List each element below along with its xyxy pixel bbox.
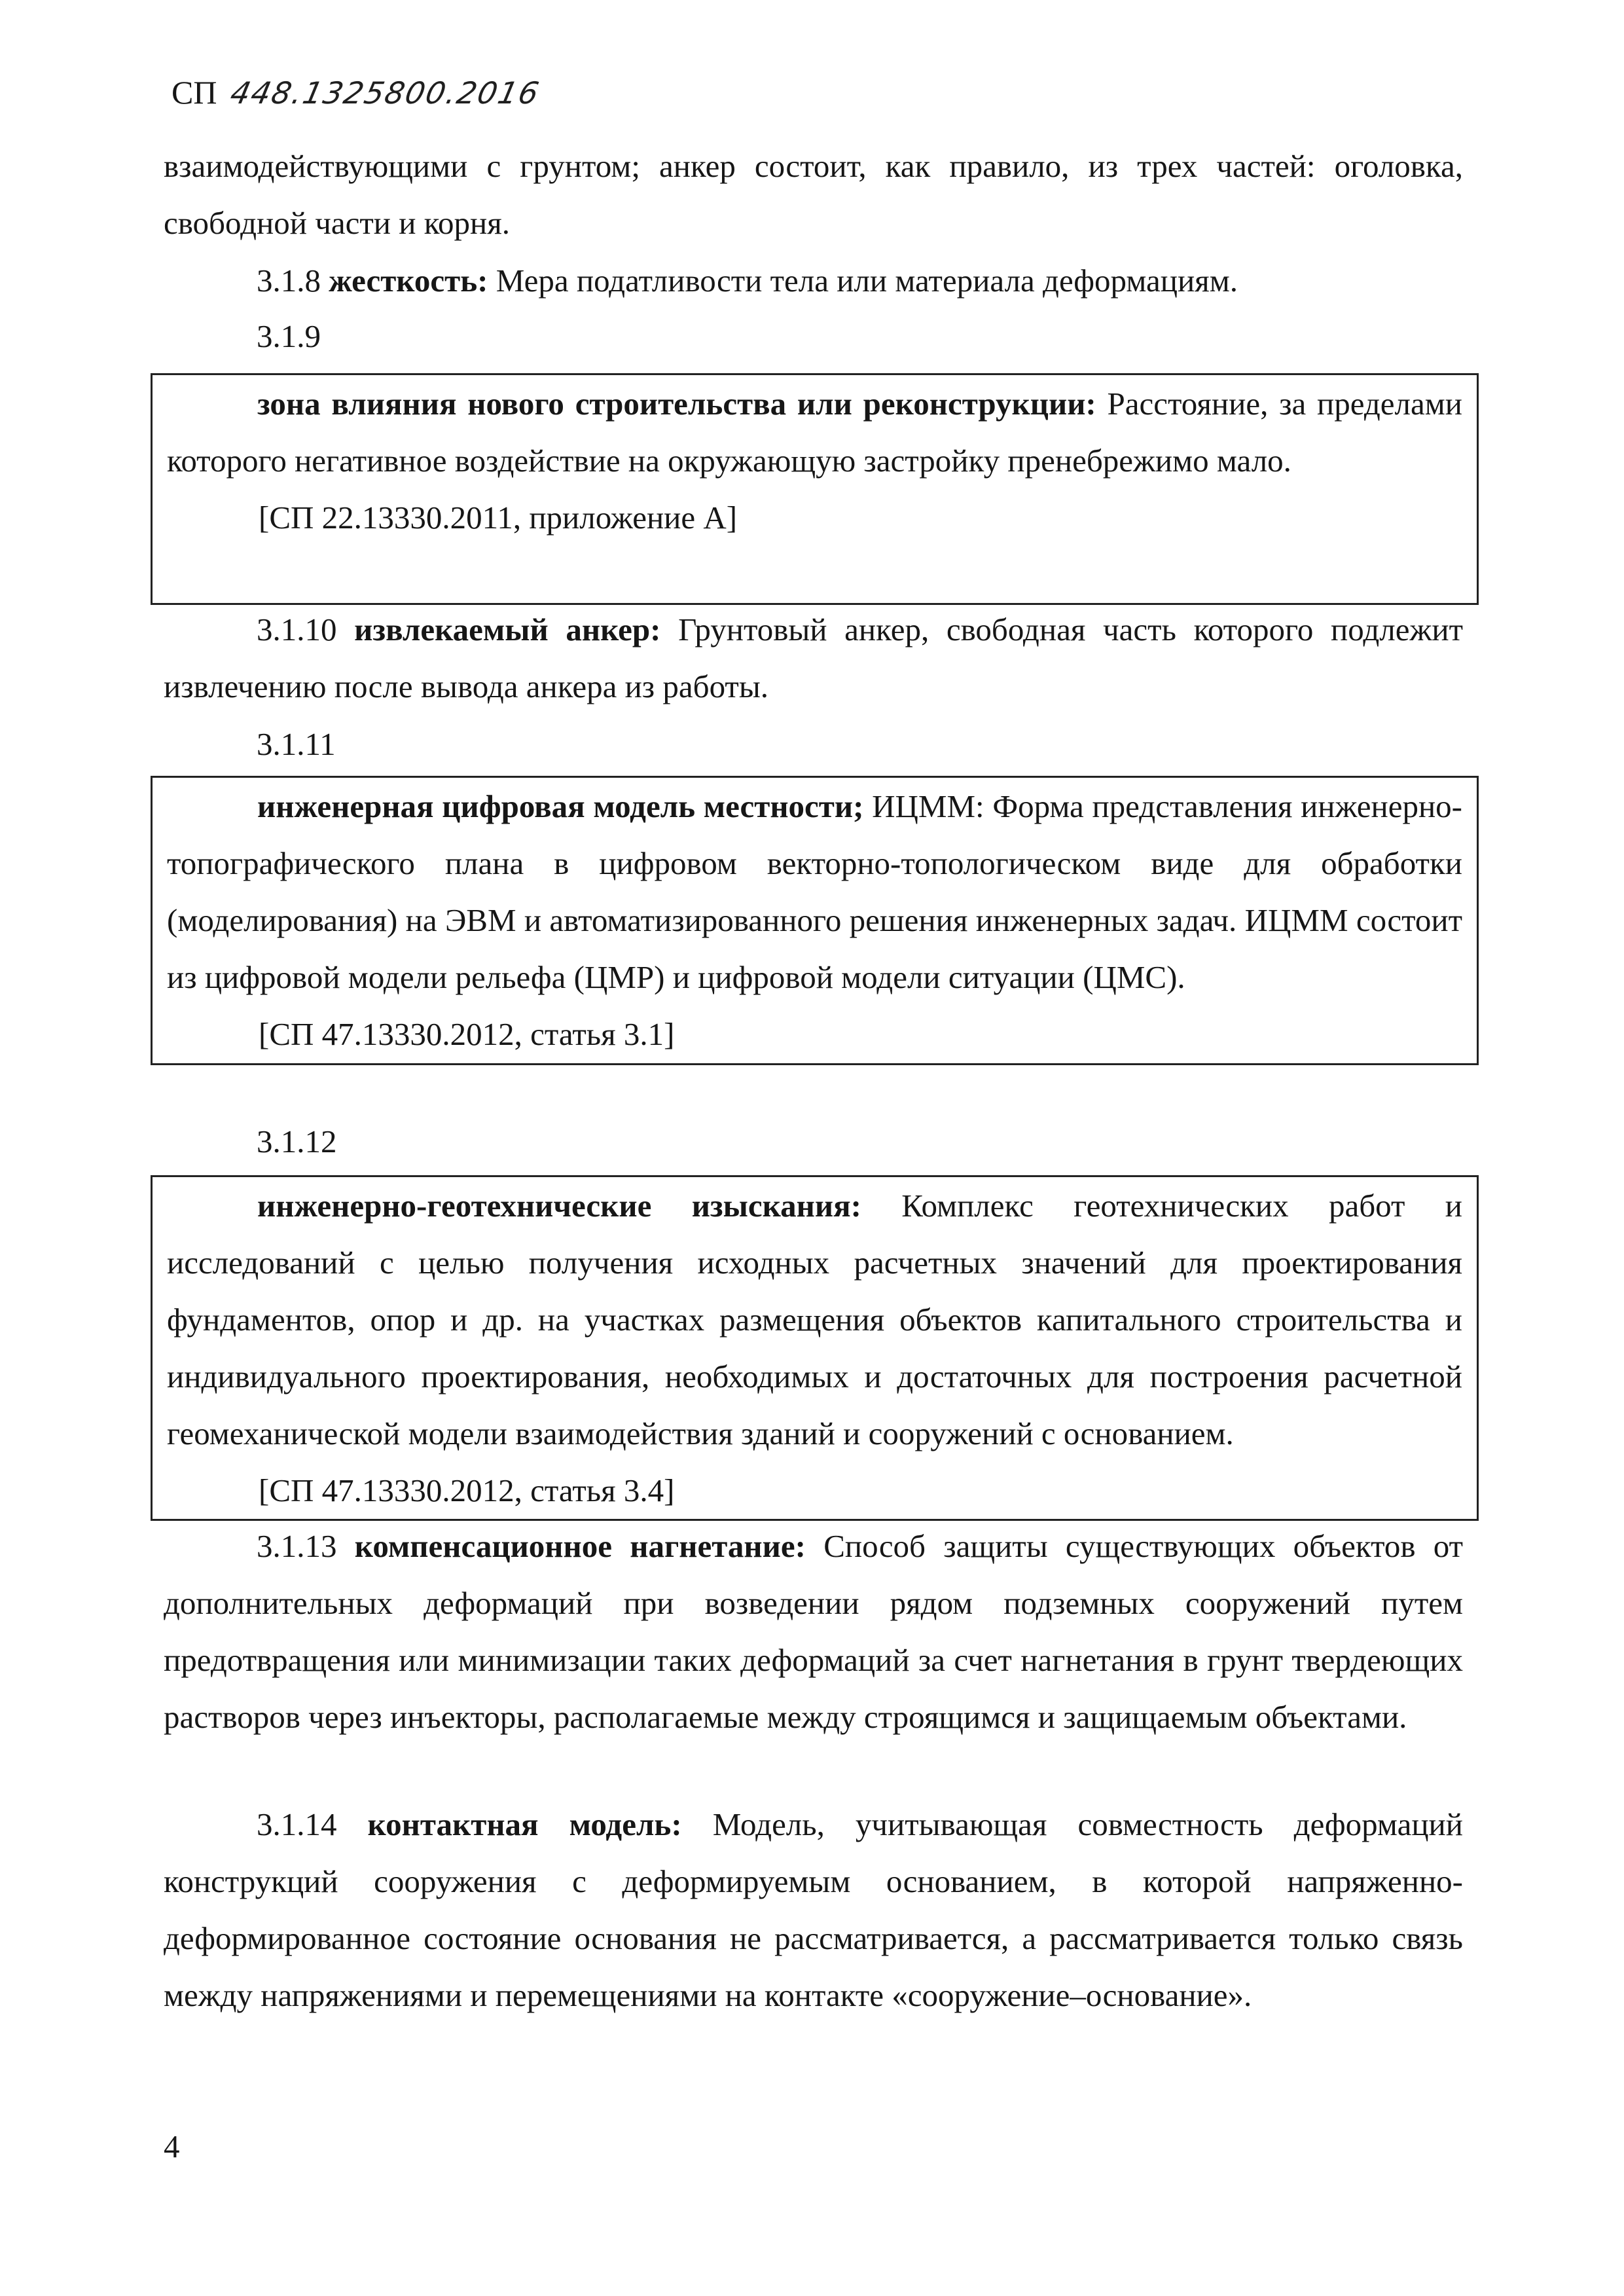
term-3-1-9-text: [167, 375, 1462, 489]
term-3-1-13-text: [164, 1518, 1463, 1745]
term-definition: ИЦММ: Форма представления инженерно-топографического плана в цифровом векторно-топологическом виде для обработки (моделирования) на ЭВМ и автоматизированного решения инженерных задач. ИЦММ состоит из цифровой модели рельефа (ЦМР) и цифровой модели ситуации (ЦМС).: [167, 788, 1462, 995]
term-name: инженерная цифровая модель местности;: [257, 788, 864, 824]
intro-line-2: свободной части и корня.: [164, 205, 511, 241]
term-3-1-9-number-line: [164, 308, 1463, 365]
intro-paragraph: [164, 137, 1463, 251]
term-name: зона влияния нового строительства или реконструкции:: [257, 386, 1096, 422]
term-3-1-8-text: [164, 252, 1463, 309]
document-header: [171, 73, 544, 126]
term-number: 3.1.11: [257, 726, 336, 762]
term-definition: Комплекс геотехнических работ и исследований с целью получения исходных расчетных значений для проектирования фундаментов, опор и др. на участках размещения объектов капитального строительства и индивидуального проектирования, необходимых и достаточных для построения расчетной геомеханической модели взаимодействия зданий и сооружений с основанием.: [167, 1188, 1462, 1451]
term-3-1-11-box: [151, 776, 1479, 1065]
term-name: жесткость:: [329, 263, 488, 299]
term-definition: Мера податливости тела или материала деформациям.: [488, 263, 1238, 299]
term-3-1-11-text: [167, 778, 1462, 1006]
term-3-1-12-box: [151, 1175, 1479, 1521]
term-definition: Грунтовый анкер, свободная часть которого подлежит извлечению после вывода анкера из работы.: [164, 611, 1463, 704]
term-number: 3.1.14: [257, 1806, 337, 1842]
term-3-1-10: [164, 601, 1463, 715]
page-number: 4: [164, 2128, 180, 2164]
handwritten-code: 448.1325800.2016: [227, 75, 544, 111]
term-number: 3.1.8: [257, 263, 321, 299]
intro-line-1: взаимодействующими с грунтом; анкер состоит, как правило, из трех частей: оголовка,: [164, 148, 1463, 184]
term-source: [СП 22.13330.2011, приложение А]: [259, 500, 738, 536]
term-3-1-12-text: [167, 1177, 1462, 1462]
term-source: [СП 47.13330.2012, статья 3.1]: [259, 1016, 675, 1052]
term-3-1-11-number-line: [164, 716, 1463, 773]
term-3-1-14-text: [164, 1796, 1463, 2024]
term-name: инженерно-геотехнические изыскания:: [257, 1188, 861, 1224]
term-3-1-10-text: [164, 601, 1463, 715]
term-source: [СП 47.13330.2012, статья 3.4]: [259, 1472, 675, 1508]
term-3-1-13: [164, 1518, 1463, 1745]
term-number: 3.1.13: [257, 1528, 337, 1564]
term-name: контактная модель:: [367, 1806, 682, 1842]
term-3-1-8: [164, 252, 1463, 309]
term-definition: Способ защиты существующих объектов от дополнительных деформаций при возведении рядом подземных сооружений путем предотвращения или минимизации таких деформаций за счет нагнетания в грунт твердеющих растворов через инъекторы, располагаемые между строящимся и защищаемым объектами.: [164, 1528, 1463, 1735]
term-name: извлекаемый анкер:: [354, 611, 661, 647]
term-3-1-14: [164, 1796, 1463, 2024]
term-number: 3.1.10: [257, 611, 337, 647]
term-3-1-9-box: [151, 373, 1479, 605]
header-prefix: СП: [171, 74, 217, 111]
term-number: 3.1.12: [257, 1123, 337, 1159]
term-number: 3.1.9: [257, 318, 321, 354]
term-name: компенсационное нагнетание:: [354, 1528, 806, 1564]
term-3-1-12-number-line: [164, 1113, 1463, 1170]
term-definition: Модель, учитывающая совместность деформаций конструкций сооружения с деформируемым основанием, в которой напряженно-деформированное состояние основания не рассматривается, а рассматривается только связь между напряжениями и перемещениями на контакте «сооружение–основание».: [164, 1806, 1464, 2013]
term-definition: Расстояние, за пределами которого негативное воздействие на окружающую застройку пренебрежимо мало.: [167, 386, 1462, 479]
